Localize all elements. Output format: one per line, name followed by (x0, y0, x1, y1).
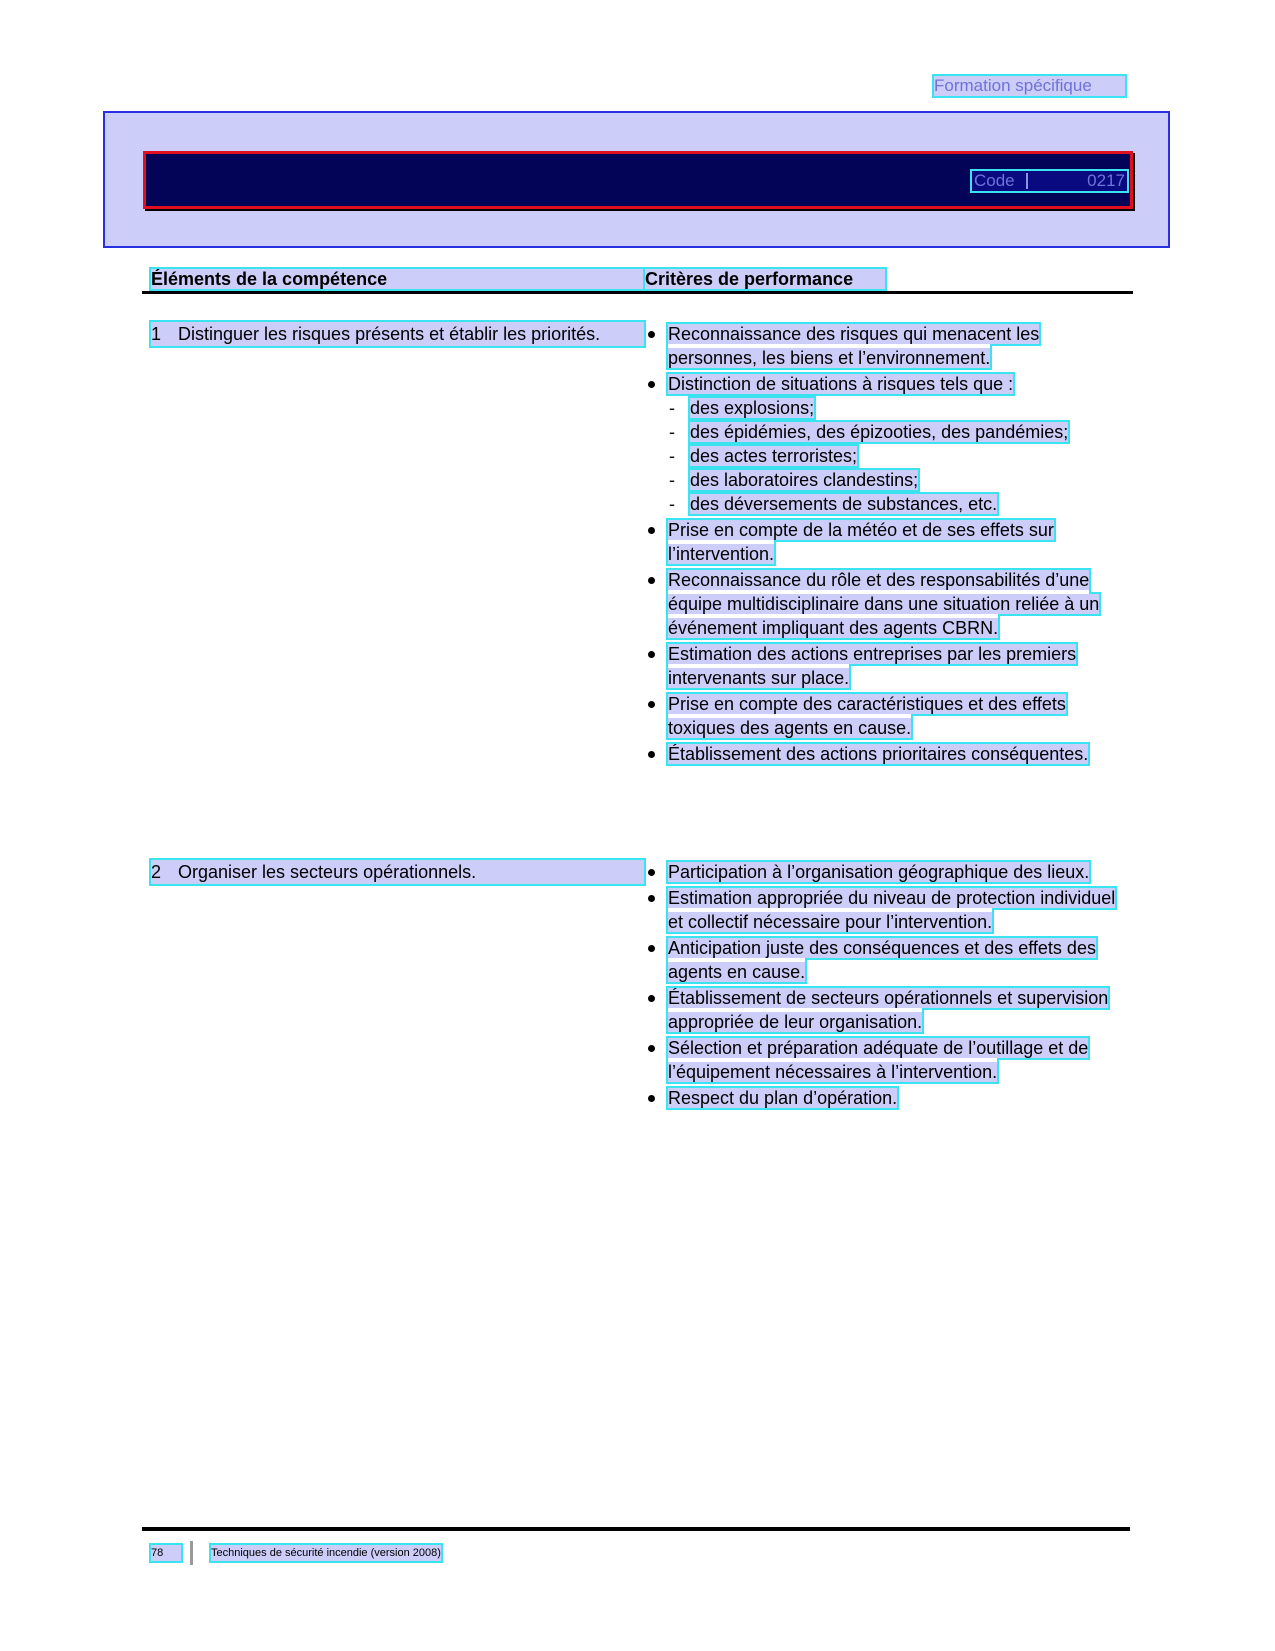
risk-subitem (668, 468, 1125, 492)
criterion-text: Prise en compte des caractéristiques et des effets toxiques des agents en cause. (668, 694, 1066, 738)
criterion-item (645, 860, 1125, 884)
risk-subitem (668, 396, 1125, 420)
criterion-item (645, 886, 1125, 934)
risk-subitem-text: des laboratoires clandestins; (690, 470, 919, 490)
criterion-item (645, 322, 1125, 370)
criterion-item (645, 936, 1125, 984)
criterion-text: Participation à l’organisation géographique des lieux. (668, 862, 1090, 882)
risk-subitem (668, 444, 1125, 468)
element-number: 1 (151, 324, 162, 344)
competency-code (972, 171, 1127, 191)
criterion-text: Respect du plan d’opération. (668, 1088, 898, 1108)
risk-sublist (668, 396, 1125, 516)
criterion-text: Distinction de situations à risques tels que : (668, 374, 1014, 394)
criterion-item (645, 518, 1125, 566)
code-label: Code (974, 171, 1015, 190)
criterion-text: Sélection et préparation adéquate de l’outillage et de l’équipement nécessaires à l’intervention. (668, 1038, 1089, 1082)
criterion-text: Reconnaissance des risques qui menacent les personnes, les biens et l’environnement. (668, 324, 1040, 368)
criterion-text: Estimation appropriée du niveau de protection individuel et collectif nécessaire pour l’intervention. (668, 888, 1116, 932)
footer-rule (142, 1527, 1130, 1531)
criterion-item (645, 986, 1125, 1034)
criterion-text: Reconnaissance du rôle et des responsabilités d’une équipe multidisciplinaire dans une situation reliée à un événement impliquant des agents CBRN. (668, 570, 1100, 638)
risk-subitem-text: des actes terroristes; (690, 446, 858, 466)
performance-criteria-list (645, 860, 1125, 1112)
column-header-elements: Éléments de la compétence (151, 269, 644, 289)
footer-document-title: Techniques de sécurité incendie (version 2008) (211, 1547, 441, 1559)
element-text: Distinguer les risques présents et établir les priorités. (178, 324, 601, 344)
risk-subitem (668, 420, 1125, 444)
header-rule (142, 291, 1133, 294)
competency-element (151, 322, 644, 346)
criterion-item (645, 1036, 1125, 1084)
criterion-text: Établissement des actions prioritaires conséquentes. (668, 744, 1089, 764)
criterion-text: Anticipation juste des conséquences et des effets des agents en cause. (668, 938, 1096, 982)
competency-banner (103, 111, 1170, 248)
criterion-item (645, 692, 1125, 740)
criterion-item (645, 372, 1125, 516)
risk-subitem-text: des explosions; (690, 398, 815, 418)
criterion-item (645, 642, 1125, 690)
risk-subitem (668, 492, 1125, 516)
criterion-item (645, 742, 1125, 766)
section-label: Formation spécifique (934, 76, 1125, 96)
criterion-item (645, 568, 1125, 640)
competency-title-bar (143, 151, 1133, 209)
code-separator (1026, 173, 1028, 189)
element-number: 2 (151, 862, 162, 882)
criterion-text: Établissement de secteurs opérationnels et supervision appropriée de leur organisation. (668, 988, 1109, 1032)
competency-element (151, 860, 644, 884)
criterion-text: Prise en compte de la météo et de ses effets sur l’intervention. (668, 520, 1054, 564)
code-value: 0217 (1087, 171, 1125, 190)
element-text: Organiser les secteurs opérationnels. (178, 862, 477, 882)
column-header-criteria: Critères de performance (645, 269, 885, 289)
risk-subitem-text: des épidémies, des épizooties, des pandémies; (690, 422, 1069, 442)
performance-criteria-list (645, 322, 1125, 768)
page-number: 78 (151, 1545, 181, 1561)
criterion-item (645, 1086, 1125, 1110)
footer-separator (190, 1541, 193, 1565)
risk-subitem-text: des déversements de substances, etc. (690, 494, 998, 514)
criterion-text: Estimation des actions entreprises par les premiers intervenants sur place. (668, 644, 1077, 688)
